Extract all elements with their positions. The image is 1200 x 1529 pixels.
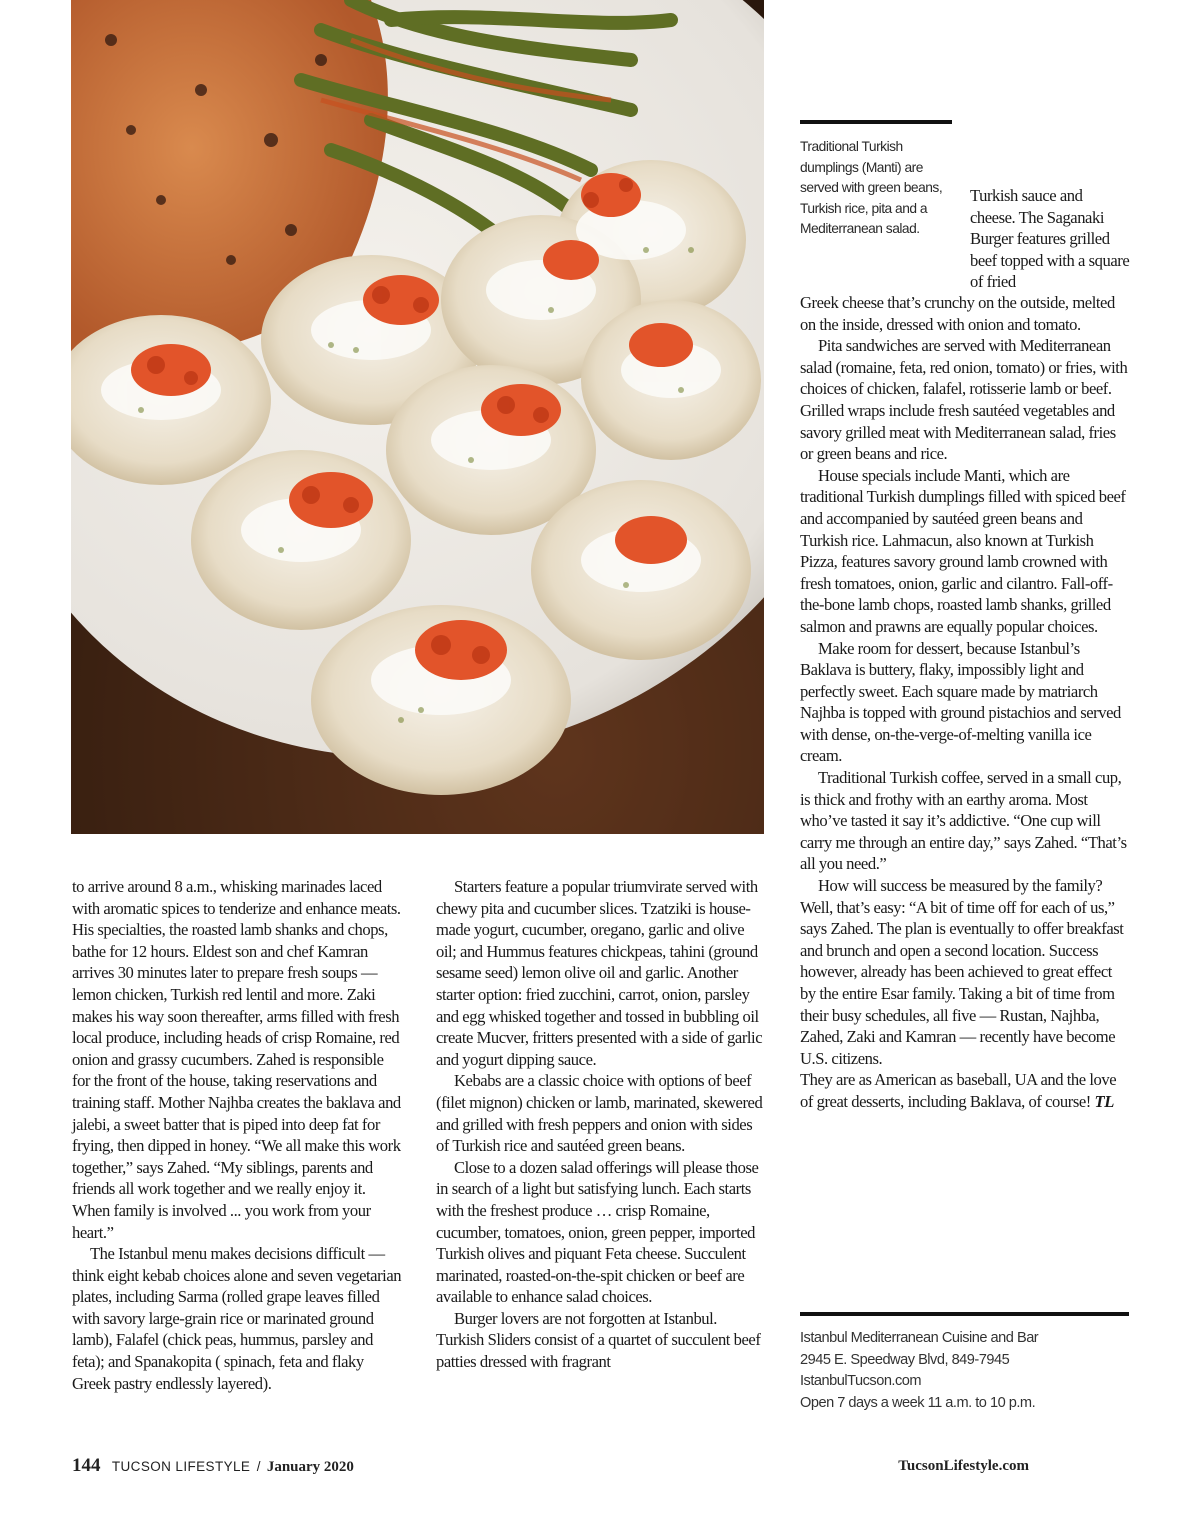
- article-column-3: [800, 292, 1131, 1113]
- info-rule: [800, 1312, 1129, 1316]
- article-column-2: [436, 876, 768, 1373]
- paragraph: The Istanbul menu makes decisions difficult — think eight kebab choices alone and seven vegetarian plates, including Sarma (rolled grape leaves filled with savory large-grain rice or marinated ground lamb), Falafel (chick peas, hummus, parsley and feta); and Spanakopita ( spinach, feta and flaky Greek pastry endlessly layered).: [72, 1244, 402, 1393]
- paragraph: Starters feature a popular triumvirate served with chewy pita and cucumber slices. Tzatziki is house-made yogurt, cucumber, oregano, garlic and olive oil; and Hummus features chickpeas, tahini (ground sesame seed) lemon olive oil and garlic. Another starter option: fried zucchini, carrot, onion, parsley and egg whisked together and tossed in bubbling oil create Mucver, fritters presented with a side of garlic and yogurt dipping sauce.: [436, 877, 763, 1069]
- paragraph: Pita sandwiches are served with Mediterranean salad (romaine, feta, red onion, tomato) or fries, with choices of chicken, falafel, rotisserie lamb or beef. Grilled wraps include fresh sautéed vegetables and savory grilled meat with Mediterranean salad, fries or green beans and rice.: [800, 336, 1128, 464]
- paragraph: Kebabs are a classic choice with options of beef (filet mignon) chicken or lamb, marinated, skewered and grilled with fresh peppers and onion with sides of Turkish rice and sautéed green beans.: [436, 1071, 763, 1156]
- paragraph: Make room for dessert, because Istanbul’s Baklava is buttery, flaky, impossibly light and perfectly sweet. Each square made by matriarch Najhba is topped with ground pistachios and served with dense, on-the-verge-of-melting vanilla ice cream.: [800, 638, 1121, 766]
- restaurant-name: Istanbul Mediterranean Cuisine and Bar: [800, 1330, 1039, 1346]
- end-mark: TL: [1094, 1091, 1114, 1111]
- paragraph: House specials include Manti, which are traditional Turkish dumplings filled with spiced beef and accompanied by sautéed green beans and Turkish rice. Lahmacun, also known at Turkish Pizza, features savory ground lamb crowned with fresh tomatoes, onion, garlic and cilantro. Fall-off-the-bone lamb chops, roasted lamb shanks, grilled salmon and prawns are equally popular choices.: [800, 465, 1126, 636]
- paragraph: Traditional Turkish coffee, served in a small cup, is thick and frothy with an earthy aroma. Most who’ve tasted it say it’s addictive. “One cup will carry me through an entire day,” says Zahed. “That’s all you need.”: [800, 768, 1127, 874]
- page-footer: [72, 1455, 354, 1479]
- paragraph: How will success be measured by the family? Well, that’s easy: “A bit of time off for each of us,” says Zahed. The plan is eventually to offer breakfast and brunch and open a second location. Success however, already has been achieved to great effect by the entire Esar family. Taking a bit of time from their busy schedules, all five — Rustan, Najhba, Zahed, Zaki and Kamran — recently have become U.S. citizens.: [800, 876, 1124, 1068]
- caption-rule: [800, 120, 952, 124]
- article-column-3-top: [970, 185, 1130, 293]
- restaurant-website: IstanbulTucson.com: [800, 1373, 922, 1390]
- paragraph: Turkish sauce and cheese. The Saganaki Burger features grilled beef topped with a square of fried: [970, 186, 1130, 292]
- restaurant-hours: Open 7 days a week 11 a.m. to 10 p.m.: [800, 1394, 1036, 1411]
- footer-website: TucsonLifestyle.com: [898, 1458, 1029, 1474]
- closing-text: They are as American as baseball, UA and the love of great desserts, including Baklava, of course!: [800, 1070, 1117, 1111]
- paragraph: to arrive around 8 a.m., whisking marinades laced with aromatic spices to tenderize and enhance meats. His specialties, the roasted lamb shanks and chops, bathe for 12 hours. Eldest son and chef Kamran arrives 30 minutes later to prepare fresh soups — lemon chicken, Turkish red lentil and more. Zaki makes his way soon thereafter, arms filled with fresh local produce, including heads of crisp Romaine, red onion and grassy cucumbers. Zahed is responsible for the front of the house, taking reservations and training staff. Mother Najhba creates the baklava and jalebi, a sweet batter that is piped into deep fat for frying, then dipped in honey. “We all make this work together,” says Zahed. “My siblings, parents and friends all work together and we really enjoy it. When family is involved ... you work from your heart.”: [72, 877, 401, 1242]
- restaurant-address: 2945 E. Speedway Blvd, 849-7945: [800, 1351, 1010, 1368]
- paragraph: Close to a dozen salad offerings will please those in search of a light but satisfying lunch. Each starts with the freshest produce … crisp Romaine, cucumber, tomatoes, onion, green pepper, imported Turkish olives and piquant Feta cheese. Succulent marinated, roasted-on-the-spit chicken or beef are available to enhance salad choices.: [436, 1157, 759, 1307]
- restaurant-info: [800, 1328, 1140, 1414]
- paragraph: Burger lovers are not forgotten at Istanbul. Turkish Sliders consist of a quartet of succulent beef patties dressed with fragrant: [436, 1308, 761, 1372]
- issue-date: January 2020: [266, 1459, 354, 1475]
- food-photo: [71, 0, 764, 834]
- closing-paragraph: [800, 1069, 1131, 1112]
- magazine-name: TUCSON LIFESTYLE: [111, 1459, 251, 1474]
- photo-caption: Traditional Turkish dumplings (Manti) are served with green beans, Turkish rice, pita and a Mediterranean salad.: [800, 139, 943, 237]
- article-column-1: [72, 876, 402, 1394]
- food-photo-illustration: [71, 0, 764, 834]
- paragraph: Greek cheese that’s crunchy on the outside, melted on the inside, dressed with onion and tomato.: [800, 293, 1115, 334]
- footer-separator: /: [256, 1459, 261, 1474]
- page-number: 144: [72, 1455, 101, 1476]
